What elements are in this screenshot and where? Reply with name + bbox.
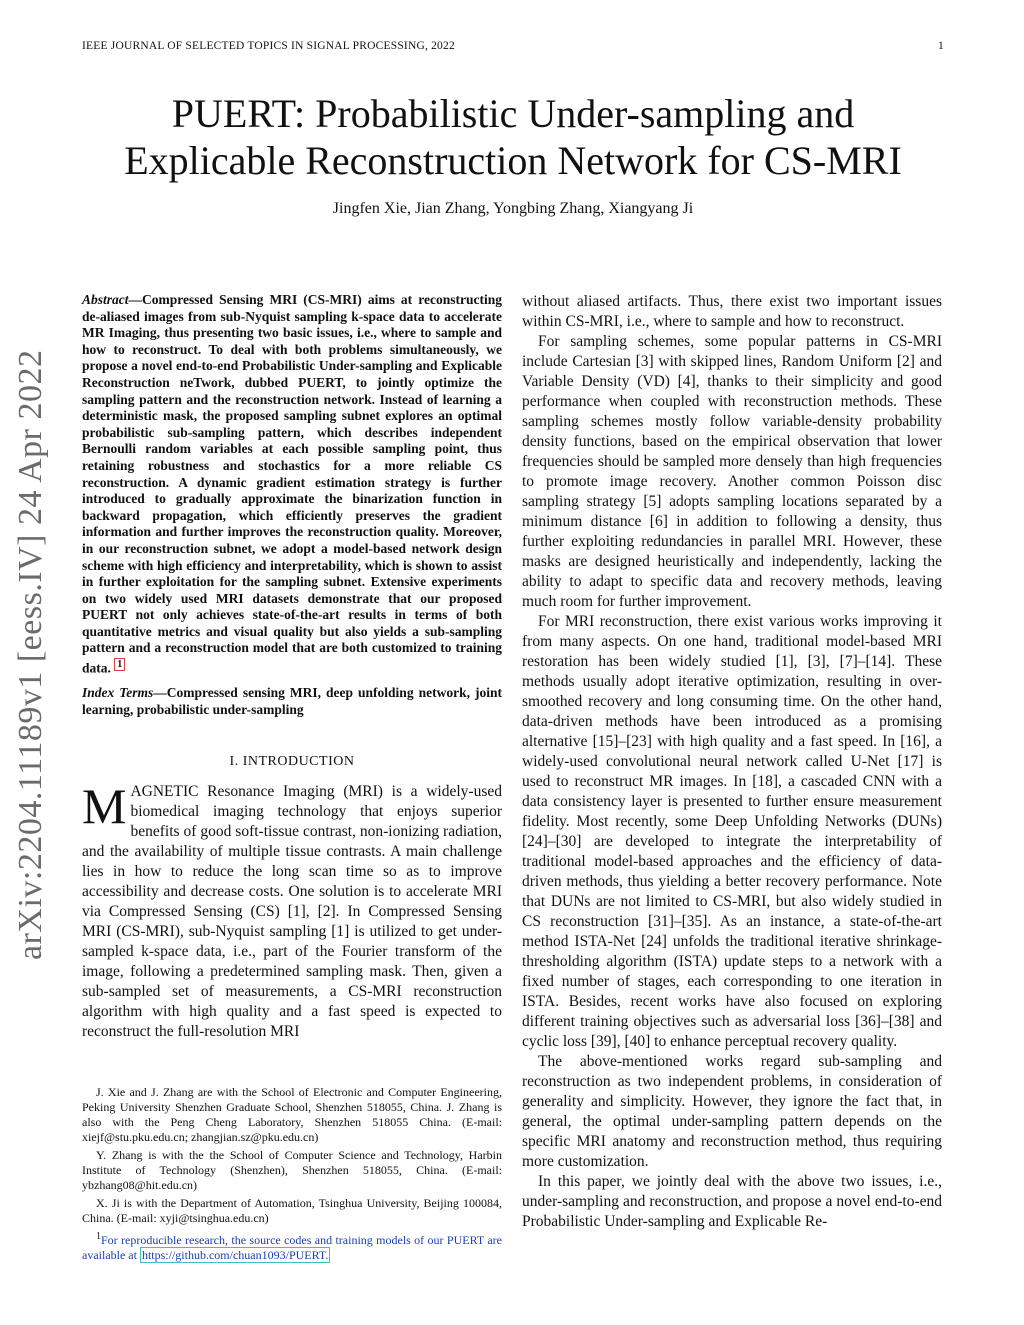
right-paragraph-sampling-schemes: For sampling schemes, some popular patterns in CS-MRI include Cartesian [3] with skipped lines, Random Uniform [2] and Variable Density (VD) [4], thanks to their simplicity and good performance when coupled with reconstruction methods. These sampling schemes mostly follow variable-density probability density functions, based on the empirical observation that lower frequencies should be sampled more densely than high frequencies to promote image recovery. Another common Poisson disc sampling strategy [5] adopts sampling locations separated by a minimum distance [6] in addition to following a density, thus further exploiting redundancies in parallel MRI. However, these masks are designed heuristically and independently, lacking the ability to adapt to specific data and recovery methods, leaving much room for further improvement. xyxy=(522,333,942,610)
index-terms-text: —Compressed sensing MRI, deep unfolding network, joint learning, probabilistic under-sampling xyxy=(82,685,502,717)
page-number: 1 xyxy=(938,40,944,52)
journal-name: IEEE JOURNAL OF SELECTED TOPICS IN SIGNAL PROCESSING, 2022 xyxy=(82,40,455,52)
abstract xyxy=(82,292,502,677)
arxiv-stamp: arXiv:2204.11189v1 [eess.IV] 24 Apr 2022 xyxy=(12,349,49,960)
footnote-affiliation-xie-zhang: J. Xie and J. Zhang are with the School of Electronic and Computer Engineering, Peking University Shenzhen Graduate School, Shenzhen 518055, China. J. Zhang is also with the Peng Cheng Laboratory, Shenzhen 518055 China. (E-mail: xiejf@stu.pku.edu.cn; zhangjian.sz@pku.edu.cn) xyxy=(82,1085,502,1144)
right-paragraph-0: without aliased artifacts. Thus, there exist two important issues within CS-MRI, i.e., where to sample and how to reconstruct. xyxy=(522,293,942,330)
github-link[interactable]: https://github.com/chuan1093/PUERT. xyxy=(141,1248,329,1262)
author-list: Jingfen Xie, Jian Zhang, Yongbing Zhang, Xiangyang Ji xyxy=(332,200,694,217)
index-terms-label: Index Terms xyxy=(82,685,154,701)
section-heading-introduction: I. INTRODUCTION xyxy=(229,754,355,770)
footnotes xyxy=(82,1085,502,1266)
right-paragraph-this-paper: In this paper, we jointly deal with the above two issues, i.e., under-sampling and reconstruction, and propose a novel end-to-end Probabilistic Under-sampling and Explicable Re- xyxy=(522,1173,942,1230)
footnote-code-text: For reproducible research, the source codes and training models of our PUERT are available at xyxy=(82,1233,502,1262)
drop-cap: M xyxy=(82,778,127,835)
intro-paragraph-1-text: AGNETIC Resonance Imaging (MRI) is a widely-used biomedical imaging technology that enjoys superior benefits of good soft-tissue contrast, non-ionizing radiation, and the availability of multiple tissue contrasts. A main challenge lies in how to reduce the long scan time so as to improve accessibility and decrease costs. One solution is to accelerate MRI via Compressed Sensing (CS) [1], [2]. In Compressed Sensing MRI (CS-MRI), sub-Nyquist sampling [1] is utilized to get under-sampled k-space data, i.e., part of the Fourier transform of the image, following a predetermined sampling mask. Then, given a sub-sampled set of measurements, a CS-MRI reconstruction algorithm with high quality and a fast speed is expected to reconstruct the full-resolution MRI xyxy=(82,783,502,1041)
footnote-code-availability xyxy=(82,1229,502,1263)
footnote-mark: 1 xyxy=(96,1231,101,1242)
right-paragraph-mri-reconstruction: For MRI reconstruction, there exist various works improving it from many aspects. On one hand, traditional model-based MRI restoration has been widely studied [1], [3], [7]–[14]. These methods usually adopt iterative optimization, resulting in over-smoothed recovery and long consuming time. On the other hand, data-driven methods have been introduced as a promising alternative [15]–[23] with high quality and a fast speed. In [16], a widely-used convolutional neural network called U-Net [17] is used to reconstruct MR images. In [18], a cascaded CNN with a data consistency layer is presented to further ensure measurement fidelity. Most recently, some Deep Unfolding Networks (DUNs) [24]–[30] are developed to integrate the interpretability of traditional model-based approaches and the efficiency of data-driven methods, thus yielding a better recovery performance. Note that DUNs are not limited to CS-MRI, but also widely studied in CS reconstruction [31]–[35]. As an instance, a state-of-the-art method ISTA-Net [24] unfolds the traditional iterative shrinkage-thresholding algorithm (ISTA) update steps to a network with a fixed number of stages, each corresponding to one iteration in ISTA. Besides, recent works have also focused on exploring different training objectives such as adversarial loss [36]–[38] and cyclic loss [39], [40] to enhance perceptual recovery quality. xyxy=(522,613,942,1050)
title-line-2: Explicable Reconstruction Network for CS-MRI xyxy=(124,138,902,183)
abstract-label: Abstract xyxy=(82,292,129,307)
running-header xyxy=(82,40,944,58)
right-column xyxy=(522,292,942,1232)
abstract-text: —Compressed Sensing MRI (CS-MRI) aims at reconstructing de-aliased images from sub-Nyquist sampling k-space data to accelerate MR Imaging, thus presenting two basic issues, i.e., where to sample and how to reconstruct. To deal with both problems simultaneously, we propose a novel end-to-end Probabilistic Under-sampling and Explicable Reconstruction neTwork, dubbed PUERT, to jointly optimize the sampling pattern and the reconstruction network. Instead of learning a deterministic mask, the proposed sampling subnet explores an optimal probabilistic sub-sampling pattern, which describes independent Bernoulli random variables at each possible sampling point, thus retaining robustness and stochastics for a more reliable CS reconstruction. A dynamic gradient estimation strategy is further introduced to gradually approximate the binarization function in backward propagation, which efficiently preserves the gradient information and further improves the reconstruction quality. Moreover, in our reconstruction subnet, we adopt a model-based network design scheme with high efficiency and interpretability, which is shown to assist in further exploitation for the sampling subnet. Extensive experiments on two widely used MRI datasets demonstrate that our proposed PUERT not only achieves state-of-the-art results in terms of both quantitative metrics and visual quality but also yields a sub-sampling pattern and a reconstruction model that are both customized to training data. xyxy=(82,292,502,676)
footnote-ref-1[interactable]: 1 xyxy=(114,658,125,671)
right-paragraph-independent-problems: The above-mentioned works regard sub-sampling and reconstruction as two independent problems, in consideration of generality and simplicity. However, they ignore the fact that, in general, the optimal under-sampling pattern depends on the specific MRI anatomy and reconstruction method, thus requiring more customization. xyxy=(522,1053,942,1170)
title-line-1: PUERT: Probabilistic Under-sampling and xyxy=(171,91,855,136)
footnote-affiliation-ji: X. Ji is with the Department of Automation, Tsinghua University, Beijing 100084, China. (E-mail: xyji@tsinghua.edu.cn) xyxy=(82,1196,502,1225)
paper-title xyxy=(82,90,944,184)
index-terms xyxy=(82,685,502,718)
footnote-affiliation-zhang: Y. Zhang is with the the School of Computer Science and Technology, Harbin Institute of Technology (Shenzhen), Shenzhen 518055, China. (E-mail: ybzhang08@hit.edu.cn) xyxy=(82,1148,502,1192)
left-column xyxy=(82,292,502,1042)
intro-paragraph-1 xyxy=(82,778,502,1042)
